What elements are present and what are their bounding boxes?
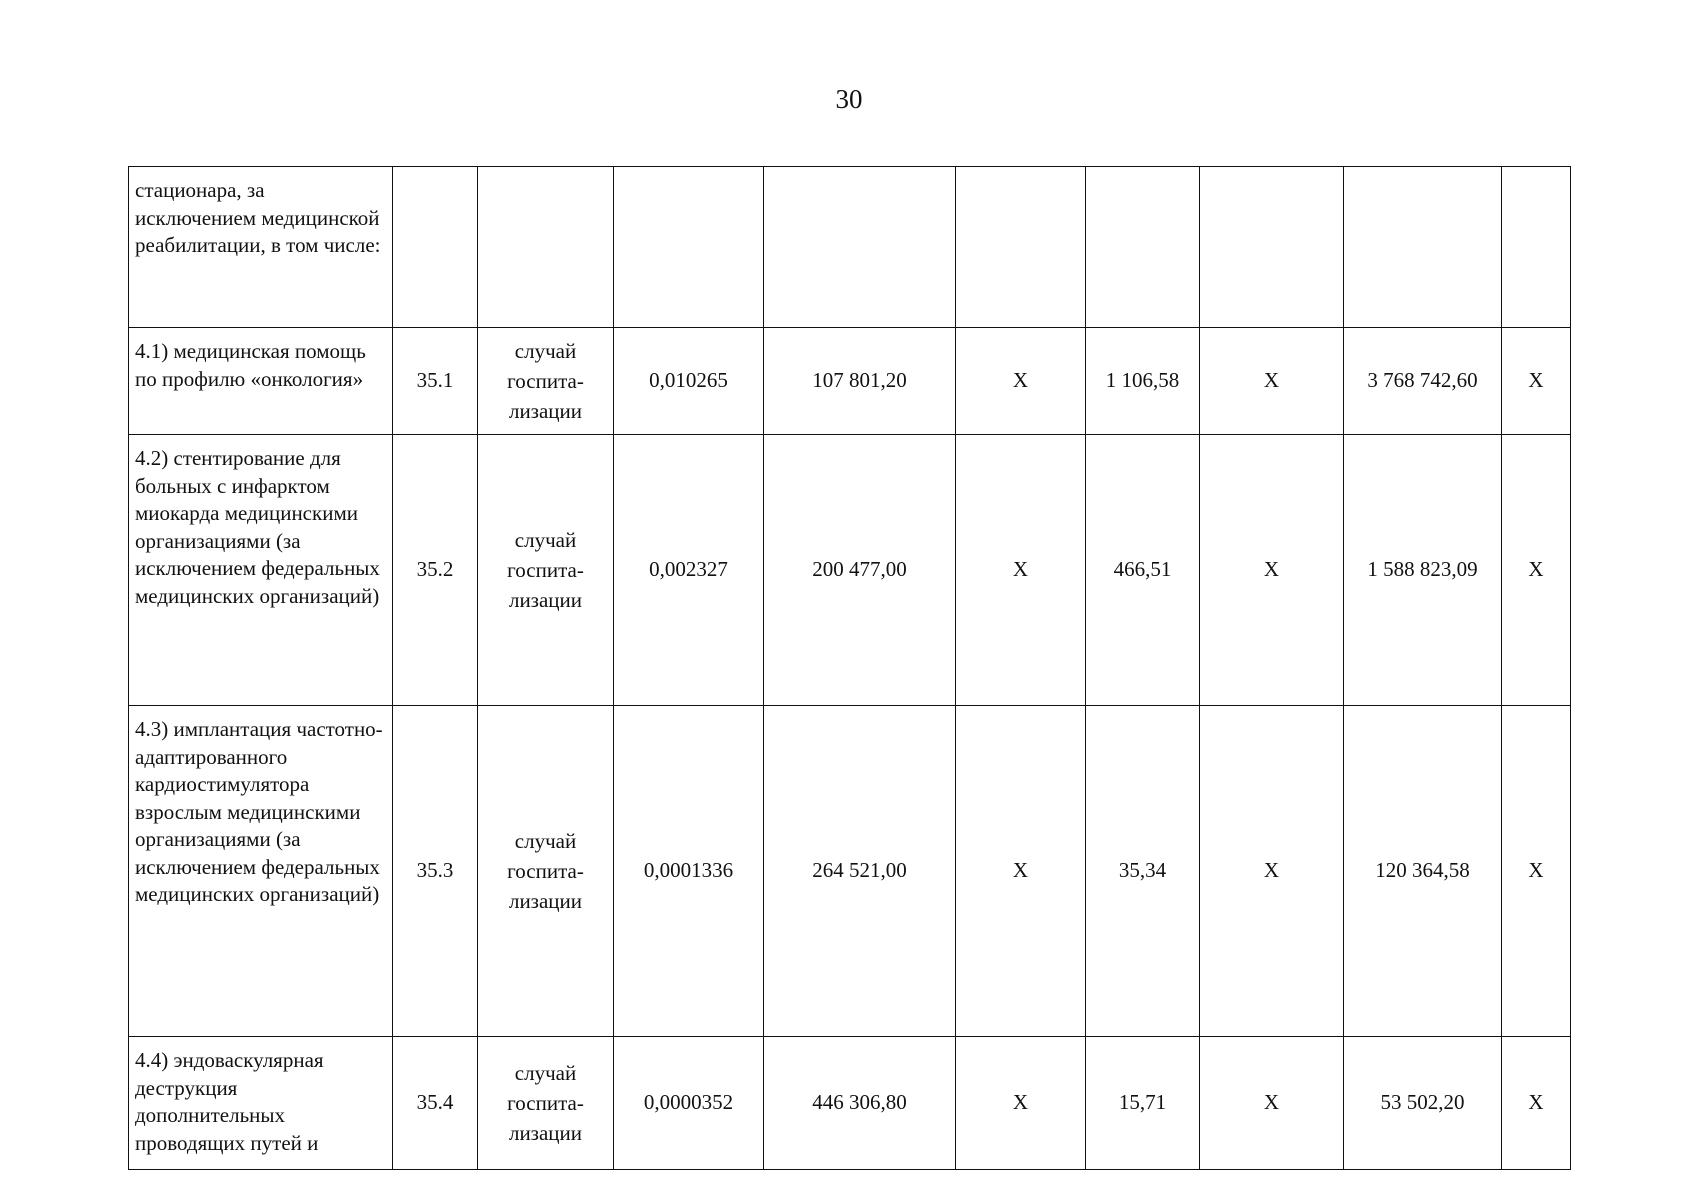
row-col7-cell <box>1086 167 1200 328</box>
row-name-cell: стационара, за исключением медицинской реабилитации, в том числе: <box>129 167 393 328</box>
table-row <box>129 1037 1571 1170</box>
row-unit-cell: случай госпита-лизации <box>478 1037 614 1170</box>
table-row <box>129 706 1571 1037</box>
row-unit-cell: случай госпита-лизации <box>478 435 614 706</box>
row-cost-cell <box>764 167 956 328</box>
row-code-cell: 35.4 <box>393 1037 478 1170</box>
row-code-cell: 35.3 <box>393 706 478 1037</box>
page-number: 30 <box>835 84 863 114</box>
row-col8-cell: X <box>1200 435 1344 706</box>
row-col8-cell <box>1200 167 1344 328</box>
row-col6-cell: X <box>956 1037 1086 1170</box>
row-norm-cell: 0,002327 <box>614 435 764 706</box>
row-name-cell: 4.2) стентирование для больных с инфарктом миокарда медицинскими организациями (за исключением федеральных медицинских организаций) <box>129 435 393 706</box>
row-col9-cell <box>1344 167 1502 328</box>
row-col10-cell: X <box>1502 1037 1571 1170</box>
row-col7-cell: 466,51 <box>1086 435 1200 706</box>
row-col6-cell: X <box>956 435 1086 706</box>
row-col10-cell: X <box>1502 435 1571 706</box>
row-code-cell: 35.1 <box>393 328 478 435</box>
row-name-cell: 4.4) эндоваскулярная деструкция дополнительных проводящих путей и <box>129 1037 393 1170</box>
row-cost-cell: 264 521,00 <box>764 706 956 1037</box>
data-table <box>128 166 1571 1170</box>
row-col9-cell: 120 364,58 <box>1344 706 1502 1037</box>
row-code-cell <box>393 167 478 328</box>
row-col8-cell: X <box>1200 1037 1344 1170</box>
row-name-cell: 4.1) медицинская помощь по профилю «онкология» <box>129 328 393 435</box>
row-col6-cell: X <box>956 706 1086 1037</box>
row-col7-cell: 1 106,58 <box>1086 328 1200 435</box>
row-col9-cell: 3 768 742,60 <box>1344 328 1502 435</box>
table-row <box>129 435 1571 706</box>
row-cost-cell: 107 801,20 <box>764 328 956 435</box>
row-unit-cell: случай госпита-лизации <box>478 706 614 1037</box>
row-cost-cell: 200 477,00 <box>764 435 956 706</box>
row-col6-cell <box>956 167 1086 328</box>
row-unit-cell <box>478 167 614 328</box>
row-col7-cell: 15,71 <box>1086 1037 1200 1170</box>
row-norm-cell: 0,010265 <box>614 328 764 435</box>
row-code-cell: 35.2 <box>393 435 478 706</box>
row-col8-cell: X <box>1200 706 1344 1037</box>
table-row <box>129 167 1571 328</box>
table-row <box>129 328 1571 435</box>
row-col10-cell: X <box>1502 706 1571 1037</box>
row-norm-cell: 0,0001336 <box>614 706 764 1037</box>
row-norm-cell <box>614 167 764 328</box>
row-col9-cell: 53 502,20 <box>1344 1037 1502 1170</box>
row-col10-cell <box>1502 167 1571 328</box>
row-name-cell: 4.3) имплантация частотно-адаптированного кардиостимулятора взрослым медицинскими организациями (за исключением федеральных медицинских организаций) <box>129 706 393 1037</box>
row-col10-cell: X <box>1502 328 1571 435</box>
row-col7-cell: 35,34 <box>1086 706 1200 1037</box>
row-col8-cell: X <box>1200 328 1344 435</box>
row-unit-cell: случай госпита-лизации <box>478 328 614 435</box>
row-col9-cell: 1 588 823,09 <box>1344 435 1502 706</box>
row-col6-cell: X <box>956 328 1086 435</box>
row-cost-cell: 446 306,80 <box>764 1037 956 1170</box>
row-norm-cell: 0,0000352 <box>614 1037 764 1170</box>
